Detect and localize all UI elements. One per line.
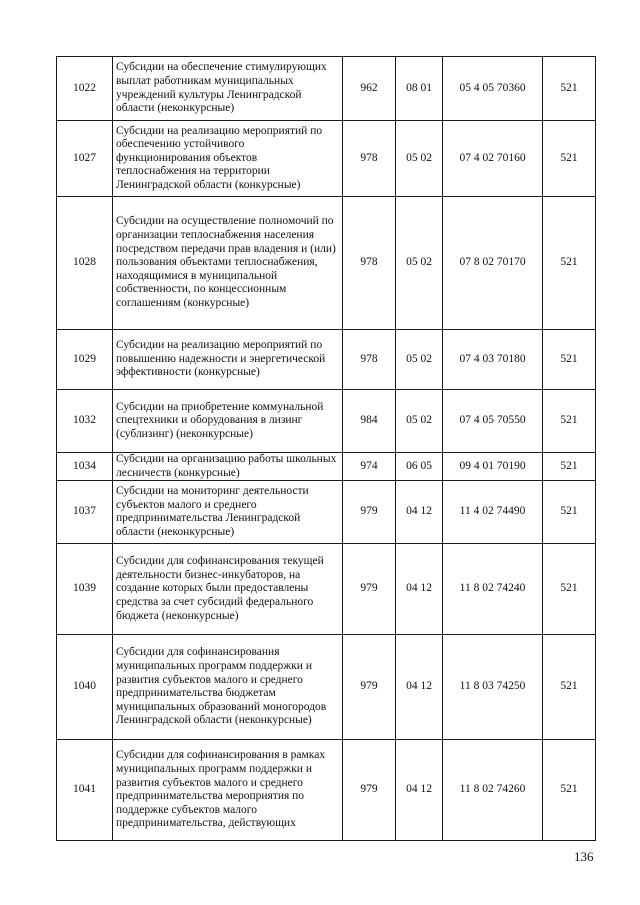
table-row (57, 635, 596, 740)
row-number: 1039 (57, 544, 113, 635)
table-row (57, 390, 596, 453)
table-row (57, 197, 596, 330)
subsidy-name: Субсидии на мониторинг деятельности субъектов малого и среднего предпринимательства Ленинградской области (неконкурсные) (113, 481, 343, 544)
expense-type-code: 521 (543, 544, 596, 635)
grbs-code: 962 (343, 57, 396, 121)
section-code: 04 12 (396, 740, 443, 841)
target-article-code: 07 8 02 70170 (443, 197, 543, 330)
expense-type-code: 521 (543, 330, 596, 390)
section-code: 05 02 (396, 390, 443, 453)
subsidy-name: Субсидии для софинансирования муниципальных программ поддержки и развития субъектов малого и среднего предпринимательства бюджетам муниципальных образований моногородов Ленинградской области (неконкурсные) (113, 635, 343, 740)
subsidy-name: Субсидии для софинансирования текущей деятельности бизнес-инкубаторов, на создание которых были предоставлены средства за счет субсидий федерального бюджета (неконкурсные) (113, 544, 343, 635)
expense-type-code: 521 (543, 390, 596, 453)
target-article-code: 11 8 02 74260 (443, 740, 543, 841)
table-row (57, 740, 596, 841)
grbs-code: 979 (343, 481, 396, 544)
grbs-code: 974 (343, 453, 396, 481)
target-article-code: 05 4 05 70360 (443, 57, 543, 121)
row-number: 1022 (57, 57, 113, 121)
target-article-code: 11 8 03 74250 (443, 635, 543, 740)
subsidy-name: Субсидии на осуществление полномочий по организации теплоснабжения населения посредством передачи прав владения и (или) пользования объектами теплоснабжения, находящимися в муниципальной собственности, по концессионным соглашениям (конкурсные) (113, 197, 343, 330)
table-row (57, 330, 596, 390)
section-code: 08 01 (396, 57, 443, 121)
section-code: 06 05 (396, 453, 443, 481)
row-number: 1032 (57, 390, 113, 453)
grbs-code: 979 (343, 544, 396, 635)
expense-type-code: 521 (543, 121, 596, 197)
subsidy-name: Субсидии на приобретение коммунальной спецтехники и оборудования в лизинг (сублизинг) (неконкурсные) (113, 390, 343, 453)
table-row (57, 544, 596, 635)
expense-type-code: 521 (543, 481, 596, 544)
target-article-code: 11 4 02 74490 (443, 481, 543, 544)
grbs-code: 978 (343, 197, 396, 330)
grbs-code: 984 (343, 390, 396, 453)
subsidies-table (56, 56, 596, 841)
subsidy-name: Субсидии на обеспечение стимулирующих выплат работникам муниципальных учреждений культуры Ленинградской области (неконкурсные) (113, 57, 343, 121)
expense-type-code: 521 (543, 740, 596, 841)
table-row (57, 481, 596, 544)
target-article-code: 07 4 03 70180 (443, 330, 543, 390)
row-number: 1040 (57, 635, 113, 740)
table-row (57, 121, 596, 197)
grbs-code: 979 (343, 635, 396, 740)
grbs-code: 978 (343, 330, 396, 390)
target-article-code: 07 4 05 70550 (443, 390, 543, 453)
row-number: 1028 (57, 197, 113, 330)
row-number: 1029 (57, 330, 113, 390)
section-code: 05 02 (396, 121, 443, 197)
row-number: 1041 (57, 740, 113, 841)
subsidy-name: Субсидии на реализацию мероприятий по повышению надежности и энергетической эффективности (конкурсные) (113, 330, 343, 390)
expense-type-code: 521 (543, 197, 596, 330)
section-code: 04 12 (396, 635, 443, 740)
expense-type-code: 521 (543, 57, 596, 121)
target-article-code: 11 8 02 74240 (443, 544, 543, 635)
expense-type-code: 521 (543, 453, 596, 481)
subsidy-name: Субсидии на реализацию мероприятий по обеспечению устойчивого функционирования объектов теплоснабжения на территории Ленинградской области (конкурсные) (113, 121, 343, 197)
target-article-code: 09 4 01 70190 (443, 453, 543, 481)
table-row (57, 453, 596, 481)
subsidy-name: Субсидии для софинансирования в рамках муниципальных программ поддержки и развития субъектов малого и среднего предпринимательства мероприятия по поддержке субъектов малого предпринимательства, действующих (113, 740, 343, 841)
section-code: 05 02 (396, 197, 443, 330)
grbs-code: 978 (343, 121, 396, 197)
section-code: 05 02 (396, 330, 443, 390)
grbs-code: 979 (343, 740, 396, 841)
page-number: 136 (574, 849, 594, 864)
target-article-code: 07 4 02 70160 (443, 121, 543, 197)
expense-type-code: 521 (543, 635, 596, 740)
row-number: 1027 (57, 121, 113, 197)
section-code: 04 12 (396, 544, 443, 635)
row-number: 1037 (57, 481, 113, 544)
table-row (57, 57, 596, 121)
row-number: 1034 (57, 453, 113, 481)
section-code: 04 12 (396, 481, 443, 544)
subsidy-name: Субсидии на организацию работы школьных лесничеств (конкурсные) (113, 453, 343, 481)
